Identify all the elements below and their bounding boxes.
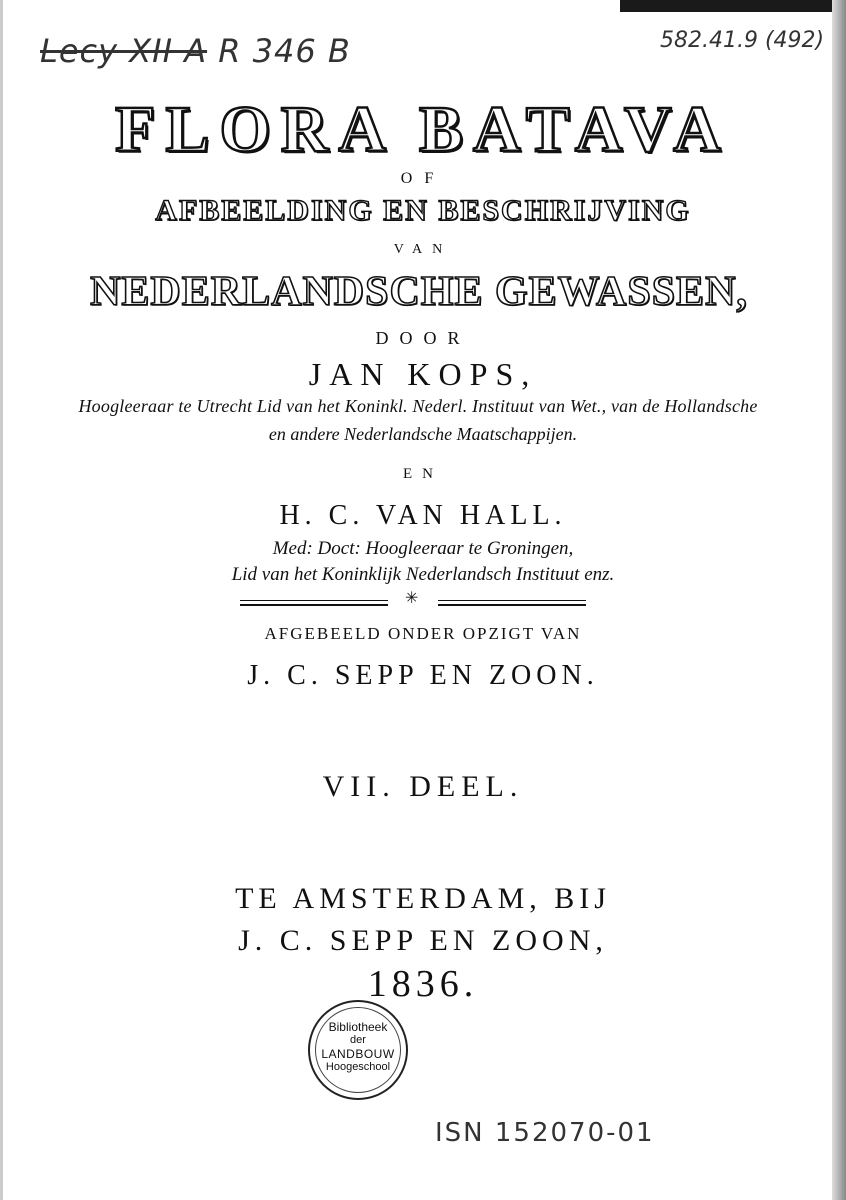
struck-shelfmark: Lecy XII A bbox=[40, 32, 208, 70]
rule-left-bar bbox=[240, 600, 388, 606]
stamp-text-line-3: LANDBOUW bbox=[321, 1047, 395, 1061]
shelfmark: R 346 B bbox=[218, 32, 351, 70]
preposition-van: VAN bbox=[393, 242, 453, 257]
conjunction-en: EN bbox=[403, 466, 443, 482]
subtitle-line-1: AFBEELDING EN BESCHRIJVING bbox=[155, 194, 691, 227]
volume-number: VII. DEEL. bbox=[322, 770, 524, 803]
author-2-name: H. C. VAN HALL. bbox=[279, 500, 567, 531]
imprint-year: 1836. bbox=[367, 963, 479, 1005]
handwritten-classification: 582.41.9 (492) bbox=[660, 28, 825, 53]
scan-edge-top bbox=[620, 0, 846, 12]
stamp-text-line-1: Bibliotheek bbox=[328, 1020, 388, 1034]
author-2-description-line-2: Lid van het Koninklijk Nederlandsch Instituut enz. bbox=[231, 564, 615, 585]
library-stamp bbox=[308, 1000, 408, 1100]
byline-door: DOOR bbox=[375, 328, 471, 348]
engraver-name: J. C. SEPP EN ZOON. bbox=[247, 660, 599, 691]
subtitle-line-2: NEDERLANDSCHE GEWASSEN, bbox=[90, 269, 748, 315]
author-1-name: JAN KOPS, bbox=[308, 356, 538, 392]
imprint-publisher: J. C. SEPP EN ZOON, bbox=[238, 924, 608, 957]
handwritten-shelfmark bbox=[40, 32, 351, 70]
ornamental-rule bbox=[240, 590, 586, 607]
book-title: FLORA BATAVA bbox=[115, 93, 731, 166]
author-1-description-line-2: en andere Nederlandsche Maatschappijen. bbox=[268, 424, 578, 444]
engraved-under-line: AFGEBEELD ONDER OPZIGT VAN bbox=[264, 624, 582, 643]
imprint-place: TE AMSTERDAM, BIJ bbox=[235, 882, 611, 915]
handwritten-isn-number: ISN 152070-01 bbox=[435, 1118, 655, 1148]
stamp-text-line-2: der bbox=[350, 1034, 366, 1046]
author-1-description-line-1: Hoogleeraar te Utrecht Lid van het Koninkl. Nederl. Instituut van Wet., van de Hollandsche bbox=[78, 396, 758, 416]
conjunction-of: OF bbox=[400, 170, 446, 187]
rule-right-bar bbox=[438, 600, 586, 606]
star-ornament-icon: ✳ bbox=[405, 590, 419, 607]
stamp-text-line-4: Hoogeschool bbox=[325, 1061, 391, 1073]
author-2-description-line-1: Med: Doct: Hoogleeraar te Groningen, bbox=[272, 538, 574, 559]
